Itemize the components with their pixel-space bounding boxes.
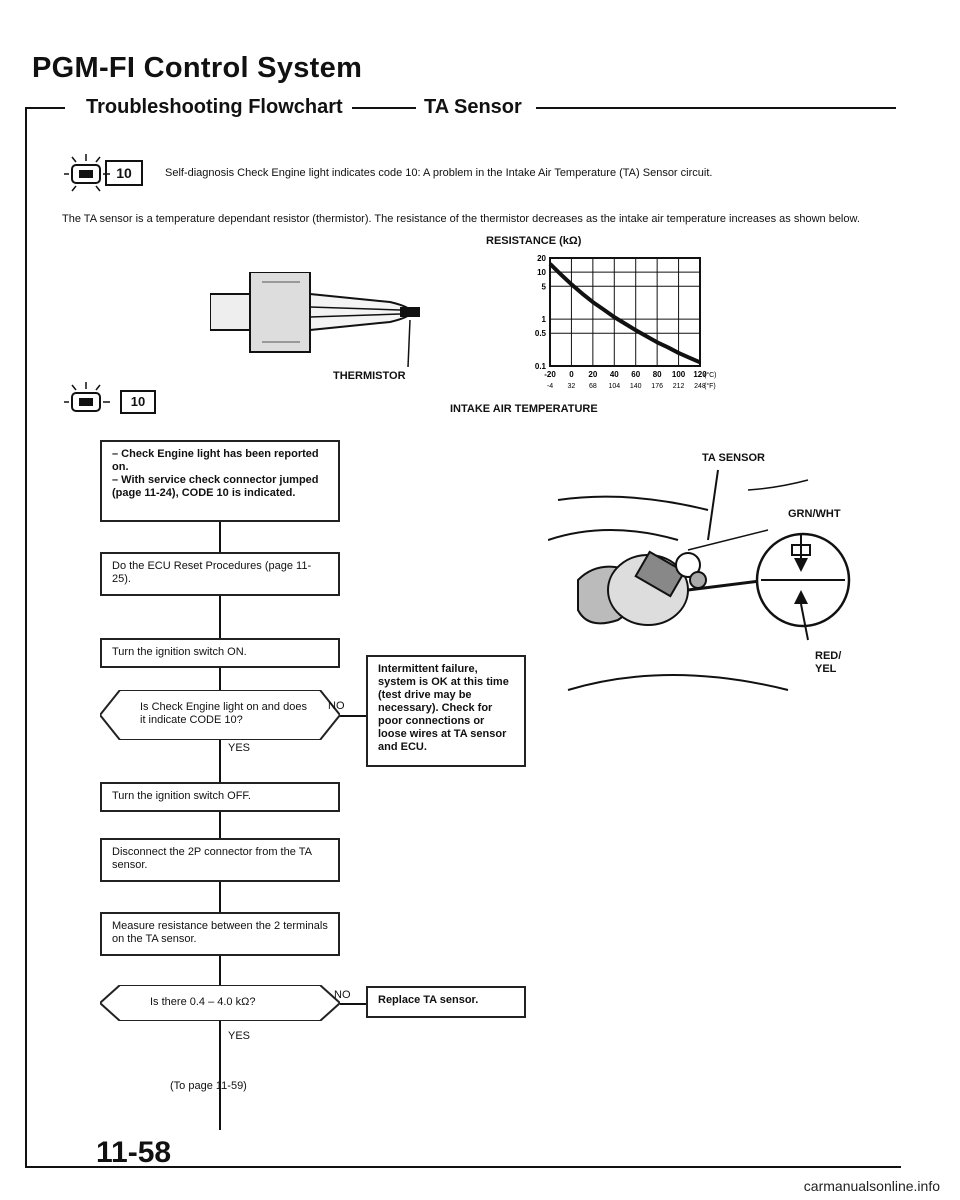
start-condition-box: – Check Engine light has been reported on. – With service check connector jumped (page 11-24), CODE 10 is indicated. xyxy=(100,440,340,522)
decision-resistance-text: Is there 0.4 – 4.0 kΩ? xyxy=(150,996,256,1008)
grn-wht-label: GRN/WHT xyxy=(788,508,841,520)
resistance-chart xyxy=(520,250,720,400)
no-connector-2 xyxy=(340,1003,368,1005)
check-engine-lamp-icon-small xyxy=(62,378,112,428)
y-tick: 5 xyxy=(541,282,546,292)
resistance-curve xyxy=(550,264,700,362)
code-10-badge-small: 10 xyxy=(120,390,156,414)
intro-text: Self-diagnosis Check Engine light indicates code 10: A problem in the Intake Air Temperature (TA) Sensor circuit. xyxy=(165,167,713,179)
x-tick-c: 100 xyxy=(671,370,686,379)
chart-title: RESISTANCE (kΩ) xyxy=(486,235,582,247)
y-tick: 0.1 xyxy=(534,362,546,371)
watermark: carmanualsonline.info xyxy=(803,1178,940,1194)
x-tick-f: 32 xyxy=(567,383,576,390)
x-tick-f: 176 xyxy=(651,383,663,390)
step-ignition-off: Turn the ignition switch OFF. xyxy=(100,782,340,812)
y-tick: 20 xyxy=(537,254,546,263)
no-label-2: NO xyxy=(334,989,351,1001)
header-rule-mid xyxy=(352,107,416,109)
y-tick: 1 xyxy=(541,315,546,325)
x-tick-f: 248 xyxy=(694,383,706,390)
page-number: 11-58 xyxy=(96,1136,172,1169)
left-margin-rule xyxy=(25,107,27,1167)
header-rule-left xyxy=(25,107,65,109)
decision-code-10 xyxy=(100,690,340,740)
x-tick-c: 20 xyxy=(588,370,598,379)
x-tick-c: 40 xyxy=(609,370,619,379)
code-10-badge: 10 xyxy=(105,160,143,186)
no-label-1: NO xyxy=(328,700,345,712)
x-tick-f: 212 xyxy=(672,383,685,390)
chart-frame xyxy=(550,258,700,366)
header-rule-right xyxy=(536,107,896,109)
flow-connector xyxy=(219,520,221,1130)
x-tick-f: 140 xyxy=(629,383,642,390)
step-ecu-reset: Do the ECU Reset Procedures (page 11-25). xyxy=(100,552,340,596)
y-tick: 10 xyxy=(537,268,546,278)
decision-resistance-range xyxy=(100,985,340,1021)
thermistor-label: THERMISTOR xyxy=(333,370,406,382)
x-tick-c: 80 xyxy=(652,370,662,379)
step-ignition-on: Turn the ignition switch ON. xyxy=(100,638,340,668)
x-tick-f: 104 xyxy=(608,383,621,390)
replace-sensor-box: Replace TA sensor. xyxy=(366,986,526,1018)
x-tick-c: -20 xyxy=(544,370,556,379)
red-yel-label: RED/ YEL xyxy=(815,650,842,675)
x-unit-f: (°F) xyxy=(704,383,716,390)
yes-label-1: YES xyxy=(228,742,251,754)
y-tick: 0.5 xyxy=(534,329,546,339)
intermittent-failure-box: Intermittent failure, system is OK at this time (test drive may be necessary). Check for poor connections or loose wires at TA sensor and ECU. xyxy=(366,655,526,767)
chart-xlabel: INTAKE AIR TEMPERATURE xyxy=(450,403,598,415)
x-unit-c: (°C) xyxy=(704,372,717,379)
decision-code-10-text: Is Check Engine light on and does it indicate CODE 10? xyxy=(140,701,307,726)
step-disconnect-connector: Disconnect the 2P connector from the TA sensor. xyxy=(100,838,340,882)
yes-label-2: YES xyxy=(228,1030,251,1042)
thermistor-illustration xyxy=(210,272,440,382)
page-title: PGM-FI Control System xyxy=(32,52,363,84)
section-sensor-name: TA Sensor xyxy=(424,96,522,118)
x-tick-c: 0 xyxy=(569,370,574,379)
description-text: The TA sensor is a temperature dependant resistor (thermistor). The resistance of the thermistor decreases as the intake air temperature increases as shown below. xyxy=(62,213,860,225)
step-measure-resistance: Measure resistance between the 2 terminals on the TA sensor. xyxy=(100,912,340,956)
x-tick-f: -4 xyxy=(546,383,554,390)
x-tick-c: 60 xyxy=(631,370,641,379)
x-tick-f: 68 xyxy=(588,383,597,390)
x-tick-c: 120 xyxy=(693,370,707,379)
to-next-page: (To page 11-59) xyxy=(170,1080,247,1092)
no-connector-1 xyxy=(340,715,368,717)
ta-sensor-label: TA SENSOR xyxy=(702,452,765,464)
section-subtitle: Troubleshooting Flowchart xyxy=(86,96,343,118)
